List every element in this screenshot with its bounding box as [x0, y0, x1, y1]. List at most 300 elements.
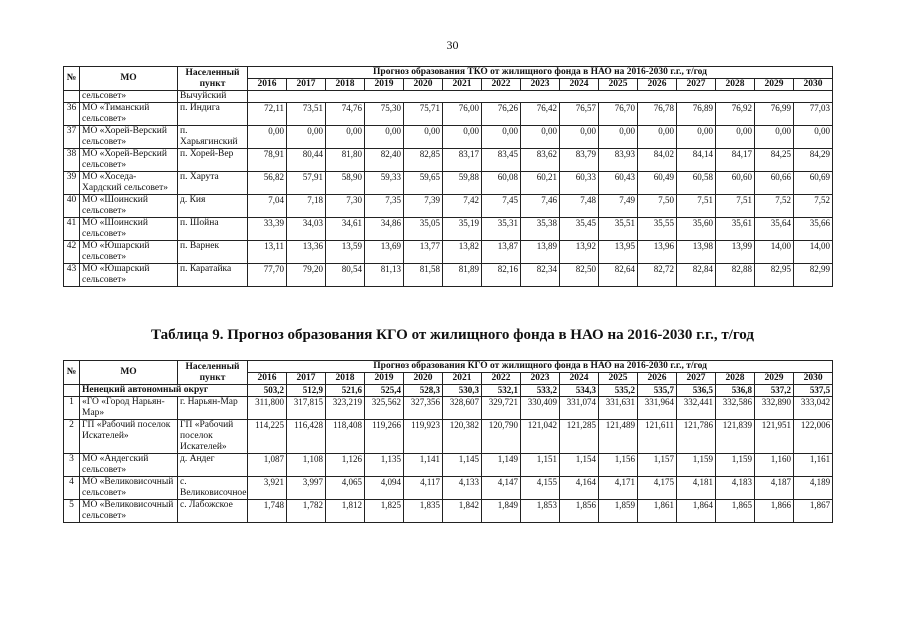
- value-cell: 83,93: [599, 149, 638, 172]
- value-cell: 1,160: [755, 454, 794, 477]
- row-number: 1: [64, 397, 80, 420]
- value-cell: 59,65: [404, 172, 443, 195]
- value-cell: 76,89: [677, 103, 716, 126]
- value-cell: 82,95: [755, 264, 794, 287]
- year-header: 2021: [443, 79, 482, 91]
- value-cell: 35,60: [677, 218, 716, 241]
- value-cell: 60,58: [677, 172, 716, 195]
- value-cell: 74,76: [326, 103, 365, 126]
- value-cell: 121,786: [677, 420, 716, 454]
- value-cell: 1,151: [521, 454, 560, 477]
- mo-name: МО «Хорей-Верский сельсовет»: [80, 126, 178, 149]
- value-cell: 80,44: [287, 149, 326, 172]
- value-cell: 332,586: [716, 397, 755, 420]
- value-cell: 0,00: [482, 126, 521, 149]
- value-cell: 331,074: [560, 397, 599, 420]
- value-cell: 7,39: [404, 195, 443, 218]
- value-cell: 122,006: [794, 420, 833, 454]
- value-cell: 76,78: [638, 103, 677, 126]
- total-value-cell: 535,2: [599, 385, 638, 397]
- row-number: 42: [64, 241, 80, 264]
- table-row: [64, 454, 833, 477]
- value-cell: 333,042: [794, 397, 833, 420]
- mo-name: МО «Юшарский сельсовет»: [80, 264, 178, 287]
- year-header: 2016: [248, 373, 287, 385]
- value-cell: 4,189: [794, 477, 833, 500]
- total-value-cell: 512,9: [287, 385, 326, 397]
- value-cell: 121,611: [638, 420, 677, 454]
- value-cell: 82,64: [599, 264, 638, 287]
- year-header: 2030: [794, 373, 833, 385]
- year-header: 2028: [716, 79, 755, 91]
- value-cell: 0,00: [560, 126, 599, 149]
- year-header: 2023: [521, 79, 560, 91]
- row-number: 39: [64, 172, 80, 195]
- value-cell: 76,57: [560, 103, 599, 126]
- value-cell: 119,923: [404, 420, 443, 454]
- column-header-mo: МО: [80, 361, 178, 385]
- value-cell: 0,00: [365, 126, 404, 149]
- value-cell: 1,154: [560, 454, 599, 477]
- value-cell: 7,51: [716, 195, 755, 218]
- value-cell: 35,38: [521, 218, 560, 241]
- value-cell: 7,18: [287, 195, 326, 218]
- value-cell: 7,30: [326, 195, 365, 218]
- forecast-header: Прогноз образования ТКО от жилищного фонда в НАО на 2016-2030 г.г., т/год: [248, 67, 833, 79]
- value-cell: 35,51: [599, 218, 638, 241]
- year-header: 2020: [404, 79, 443, 91]
- row-number: 36: [64, 103, 80, 126]
- value-cell: 60,49: [638, 172, 677, 195]
- value-cell: 81,13: [365, 264, 404, 287]
- value-cell: 1,864: [677, 500, 716, 523]
- table-row: [64, 126, 833, 149]
- value-cell: 14,00: [794, 241, 833, 264]
- value-cell: 4,164: [560, 477, 599, 500]
- value-cell: 1,159: [716, 454, 755, 477]
- value-cell: 1,748: [248, 500, 287, 523]
- table-caption: Таблица 9. Прогноз образования КГО от жилищного фонда в НАО на 2016-2030 г.г., т/год: [151, 327, 754, 343]
- value-cell: 14,00: [755, 241, 794, 264]
- value-cell: 78,91: [248, 149, 287, 172]
- value-cell: 82,34: [521, 264, 560, 287]
- value-cell: 60,60: [716, 172, 755, 195]
- continuation-mo: сельсовет»: [80, 91, 178, 103]
- column-header-no: №: [64, 361, 80, 385]
- table-row: [64, 149, 833, 172]
- total-value-cell: 534,3: [560, 385, 599, 397]
- value-cell: 56,82: [248, 172, 287, 195]
- value-cell: 119,266: [365, 420, 404, 454]
- value-cell: 1,145: [443, 454, 482, 477]
- settlement-name: д. Кия: [178, 195, 248, 218]
- row-number: 43: [64, 264, 80, 287]
- value-cell: 84,25: [755, 149, 794, 172]
- table-row: [64, 420, 833, 454]
- value-cell: 76,70: [599, 103, 638, 126]
- total-value-cell: 537,5: [794, 385, 833, 397]
- value-cell: 7,49: [599, 195, 638, 218]
- settlement-name: г. Нарьян-Мар: [178, 397, 248, 420]
- value-cell: 82,72: [638, 264, 677, 287]
- total-value-cell: 536,8: [716, 385, 755, 397]
- value-cell: 7,04: [248, 195, 287, 218]
- value-cell: 35,66: [794, 218, 833, 241]
- value-cell: 4,187: [755, 477, 794, 500]
- column-header-place: Населенный пункт: [178, 67, 248, 91]
- table-row: [64, 218, 833, 241]
- row-number: 5: [64, 500, 80, 523]
- table-row-continuation: [64, 91, 833, 103]
- mo-name: МО «Великовисочный сельсовет»: [80, 477, 178, 500]
- value-cell: 1,782: [287, 500, 326, 523]
- mo-name: МО «Тиманский сельсовет»: [80, 103, 178, 126]
- value-cell: 0,00: [638, 126, 677, 149]
- value-cell: 7,52: [794, 195, 833, 218]
- year-header: 2027: [677, 373, 716, 385]
- value-cell: 33,39: [248, 218, 287, 241]
- value-cell: 60,08: [482, 172, 521, 195]
- value-cell: 1,135: [365, 454, 404, 477]
- year-header: 2021: [443, 373, 482, 385]
- value-cell: 4,133: [443, 477, 482, 500]
- value-cell: 13,96: [638, 241, 677, 264]
- value-cell: 7,45: [482, 195, 521, 218]
- year-header: 2022: [482, 79, 521, 91]
- value-cell: 83,45: [482, 149, 521, 172]
- value-cell: 80,54: [326, 264, 365, 287]
- mo-name: МО «Хорей-Верский сельсовет»: [80, 149, 178, 172]
- year-header: 2026: [638, 373, 677, 385]
- value-cell: 13,89: [521, 241, 560, 264]
- tko-forecast-table: [63, 66, 833, 287]
- forecast-header: Прогноз образования КГО от жилищного фонда в НАО на 2016-2030 г.г., т/год: [248, 361, 833, 373]
- value-cell: 330,409: [521, 397, 560, 420]
- column-header-place: Населенный пункт: [178, 361, 248, 385]
- table-row: [64, 103, 833, 126]
- value-cell: 3,997: [287, 477, 326, 500]
- year-header: 2024: [560, 79, 599, 91]
- row-number: 2: [64, 420, 80, 454]
- value-cell: 1,825: [365, 500, 404, 523]
- value-cell: 13,59: [326, 241, 365, 264]
- value-cell: 59,88: [443, 172, 482, 195]
- value-cell: 13,92: [560, 241, 599, 264]
- value-cell: 60,43: [599, 172, 638, 195]
- value-cell: 35,55: [638, 218, 677, 241]
- year-header: 2019: [365, 79, 404, 91]
- mo-name: МО «Юшарский сельсовет»: [80, 241, 178, 264]
- year-header: 2027: [677, 79, 716, 91]
- value-cell: 13,77: [404, 241, 443, 264]
- value-cell: 35,05: [404, 218, 443, 241]
- value-cell: 77,70: [248, 264, 287, 287]
- row-number: 3: [64, 454, 80, 477]
- kgo-forecast-table: [63, 360, 833, 523]
- value-cell: 73,51: [287, 103, 326, 126]
- value-cell: 76,26: [482, 103, 521, 126]
- year-header: 2025: [599, 79, 638, 91]
- value-cell: 0,00: [248, 126, 287, 149]
- value-cell: 13,11: [248, 241, 287, 264]
- value-cell: 35,31: [482, 218, 521, 241]
- value-cell: 4,183: [716, 477, 755, 500]
- value-cell: 59,33: [365, 172, 404, 195]
- value-cell: 79,20: [287, 264, 326, 287]
- total-label: Ненецкий автономный округ: [80, 385, 248, 397]
- value-cell: 0,00: [326, 126, 365, 149]
- settlement-name: ГП «Рабочий поселок Искателей»: [178, 420, 248, 454]
- value-cell: 4,117: [404, 477, 443, 500]
- value-cell: 1,867: [794, 500, 833, 523]
- table-row: [64, 195, 833, 218]
- value-cell: 121,839: [716, 420, 755, 454]
- value-cell: 4,175: [638, 477, 677, 500]
- settlement-name: п. Шойна: [178, 218, 248, 241]
- value-cell: 327,356: [404, 397, 443, 420]
- value-cell: 120,790: [482, 420, 521, 454]
- value-cell: 35,45: [560, 218, 599, 241]
- value-cell: 82,84: [677, 264, 716, 287]
- value-cell: 1,157: [638, 454, 677, 477]
- year-header: 2028: [716, 373, 755, 385]
- value-cell: 34,61: [326, 218, 365, 241]
- value-cell: 82,50: [560, 264, 599, 287]
- value-cell: 4,155: [521, 477, 560, 500]
- value-cell: 13,69: [365, 241, 404, 264]
- value-cell: 83,17: [443, 149, 482, 172]
- value-cell: 57,91: [287, 172, 326, 195]
- value-cell: 35,64: [755, 218, 794, 241]
- value-cell: 77,03: [794, 103, 833, 126]
- value-cell: 13,36: [287, 241, 326, 264]
- table-row: [64, 241, 833, 264]
- year-header: 2025: [599, 373, 638, 385]
- value-cell: 3,921: [248, 477, 287, 500]
- value-cell: 75,30: [365, 103, 404, 126]
- value-cell: 1,126: [326, 454, 365, 477]
- table-row: [64, 264, 833, 287]
- value-cell: 83,62: [521, 149, 560, 172]
- value-cell: 13,82: [443, 241, 482, 264]
- total-value-cell: 521,6: [326, 385, 365, 397]
- value-cell: 325,562: [365, 397, 404, 420]
- value-cell: 34,03: [287, 218, 326, 241]
- column-header-mo: МО: [80, 67, 178, 91]
- table-row: [64, 500, 833, 523]
- value-cell: 0,00: [755, 126, 794, 149]
- value-cell: 0,00: [287, 126, 326, 149]
- year-header: 2023: [521, 373, 560, 385]
- year-header: 2017: [287, 79, 326, 91]
- value-cell: 331,631: [599, 397, 638, 420]
- value-cell: 4,147: [482, 477, 521, 500]
- value-cell: 7,46: [521, 195, 560, 218]
- column-header-no: №: [64, 67, 80, 91]
- row-number: 37: [64, 126, 80, 149]
- value-cell: 7,50: [638, 195, 677, 218]
- value-cell: 118,408: [326, 420, 365, 454]
- row-number: 40: [64, 195, 80, 218]
- value-cell: 121,042: [521, 420, 560, 454]
- value-cell: 1,866: [755, 500, 794, 523]
- value-cell: 311,800: [248, 397, 287, 420]
- value-cell: 81,89: [443, 264, 482, 287]
- value-cell: 82,16: [482, 264, 521, 287]
- value-cell: 0,00: [521, 126, 560, 149]
- continuation-place: Вычуйский: [178, 91, 248, 103]
- value-cell: 0,00: [443, 126, 482, 149]
- value-cell: 60,69: [794, 172, 833, 195]
- value-cell: 1,141: [404, 454, 443, 477]
- settlement-name: п. Харута: [178, 172, 248, 195]
- row-number: 4: [64, 477, 80, 500]
- value-cell: 81,80: [326, 149, 365, 172]
- value-cell: 121,489: [599, 420, 638, 454]
- value-cell: 329,721: [482, 397, 521, 420]
- year-header: 2016: [248, 79, 287, 91]
- year-header: 2018: [326, 79, 365, 91]
- value-cell: 0,00: [794, 126, 833, 149]
- year-header: 2017: [287, 373, 326, 385]
- value-cell: 1,835: [404, 500, 443, 523]
- value-cell: 76,42: [521, 103, 560, 126]
- value-cell: 1,159: [677, 454, 716, 477]
- value-cell: 0,00: [716, 126, 755, 149]
- value-cell: 4,181: [677, 477, 716, 500]
- mo-name: ГП «Рабочий поселок Искателей»: [80, 420, 178, 454]
- row-number: 38: [64, 149, 80, 172]
- year-header: 2026: [638, 79, 677, 91]
- year-header: 2029: [755, 373, 794, 385]
- value-cell: 7,52: [755, 195, 794, 218]
- settlement-name: п. Хорей-Вер: [178, 149, 248, 172]
- value-cell: 13,87: [482, 241, 521, 264]
- year-header: 2019: [365, 373, 404, 385]
- value-cell: 1,865: [716, 500, 755, 523]
- value-cell: 1,859: [599, 500, 638, 523]
- value-cell: 4,094: [365, 477, 404, 500]
- total-value-cell: 503,2: [248, 385, 287, 397]
- total-value-cell: 537,2: [755, 385, 794, 397]
- value-cell: 60,66: [755, 172, 794, 195]
- value-cell: 83,79: [560, 149, 599, 172]
- value-cell: 7,42: [443, 195, 482, 218]
- value-cell: 332,890: [755, 397, 794, 420]
- value-cell: 34,86: [365, 218, 404, 241]
- value-cell: 328,607: [443, 397, 482, 420]
- value-cell: 332,441: [677, 397, 716, 420]
- settlement-name: д. Андег: [178, 454, 248, 477]
- value-cell: 1,856: [560, 500, 599, 523]
- value-cell: 1,812: [326, 500, 365, 523]
- value-cell: 1,853: [521, 500, 560, 523]
- total-value-cell: 532,1: [482, 385, 521, 397]
- page-number: 30: [446, 38, 459, 52]
- total-value-cell: 535,7: [638, 385, 677, 397]
- total-value-cell: 525,4: [365, 385, 404, 397]
- value-cell: 1,842: [443, 500, 482, 523]
- value-cell: 84,29: [794, 149, 833, 172]
- value-cell: 72,11: [248, 103, 287, 126]
- value-cell: 60,21: [521, 172, 560, 195]
- value-cell: 116,428: [287, 420, 326, 454]
- value-cell: 4,065: [326, 477, 365, 500]
- value-cell: 7,48: [560, 195, 599, 218]
- settlement-name: с. Лабожское: [178, 500, 248, 523]
- total-value-cell: 530,3: [443, 385, 482, 397]
- value-cell: 76,99: [755, 103, 794, 126]
- value-cell: 76,00: [443, 103, 482, 126]
- settlement-name: п. Индига: [178, 103, 248, 126]
- value-cell: 114,225: [248, 420, 287, 454]
- value-cell: 121,951: [755, 420, 794, 454]
- value-cell: 35,19: [443, 218, 482, 241]
- row-number: 41: [64, 218, 80, 241]
- value-cell: 0,00: [677, 126, 716, 149]
- mo-name: «ГО «Город Нарьян-Мар»: [80, 397, 178, 420]
- year-header: 2030: [794, 79, 833, 91]
- value-cell: 7,51: [677, 195, 716, 218]
- value-cell: 120,382: [443, 420, 482, 454]
- year-header: 2022: [482, 373, 521, 385]
- value-cell: 1,108: [287, 454, 326, 477]
- table-row: [64, 172, 833, 195]
- year-header: 2018: [326, 373, 365, 385]
- mo-name: МО «Хоседа-Хардский сельсовет»: [80, 172, 178, 195]
- year-header: 2029: [755, 79, 794, 91]
- value-cell: 0,00: [599, 126, 638, 149]
- settlement-name: с. Великовисочное: [178, 477, 248, 500]
- value-cell: 75,71: [404, 103, 443, 126]
- value-cell: 82,99: [794, 264, 833, 287]
- value-cell: 81,58: [404, 264, 443, 287]
- mo-name: МО «Шоинский сельсовет»: [80, 195, 178, 218]
- value-cell: 331,964: [638, 397, 677, 420]
- value-cell: 0,00: [404, 126, 443, 149]
- value-cell: 1,087: [248, 454, 287, 477]
- value-cell: 58,90: [326, 172, 365, 195]
- value-cell: 84,17: [716, 149, 755, 172]
- value-cell: 76,92: [716, 103, 755, 126]
- table-row-total: [64, 385, 833, 397]
- value-cell: 82,88: [716, 264, 755, 287]
- value-cell: 84,14: [677, 149, 716, 172]
- value-cell: 317,815: [287, 397, 326, 420]
- value-cell: 1,849: [482, 500, 521, 523]
- value-cell: 121,285: [560, 420, 599, 454]
- value-cell: 13,99: [716, 241, 755, 264]
- value-cell: 1,149: [482, 454, 521, 477]
- value-cell: 13,98: [677, 241, 716, 264]
- settlement-name: п. Варнек: [178, 241, 248, 264]
- year-header: 2020: [404, 373, 443, 385]
- table-row: [64, 477, 833, 500]
- value-cell: 82,85: [404, 149, 443, 172]
- value-cell: 1,156: [599, 454, 638, 477]
- value-cell: 4,171: [599, 477, 638, 500]
- value-cell: 82,40: [365, 149, 404, 172]
- value-cell: 323,219: [326, 397, 365, 420]
- total-value-cell: 528,3: [404, 385, 443, 397]
- value-cell: 1,161: [794, 454, 833, 477]
- mo-name: МО «Андегский сельсовет»: [80, 454, 178, 477]
- value-cell: 60,33: [560, 172, 599, 195]
- value-cell: 35,61: [716, 218, 755, 241]
- value-cell: 13,95: [599, 241, 638, 264]
- value-cell: 1,861: [638, 500, 677, 523]
- mo-name: МО «Шоинский сельсовет»: [80, 218, 178, 241]
